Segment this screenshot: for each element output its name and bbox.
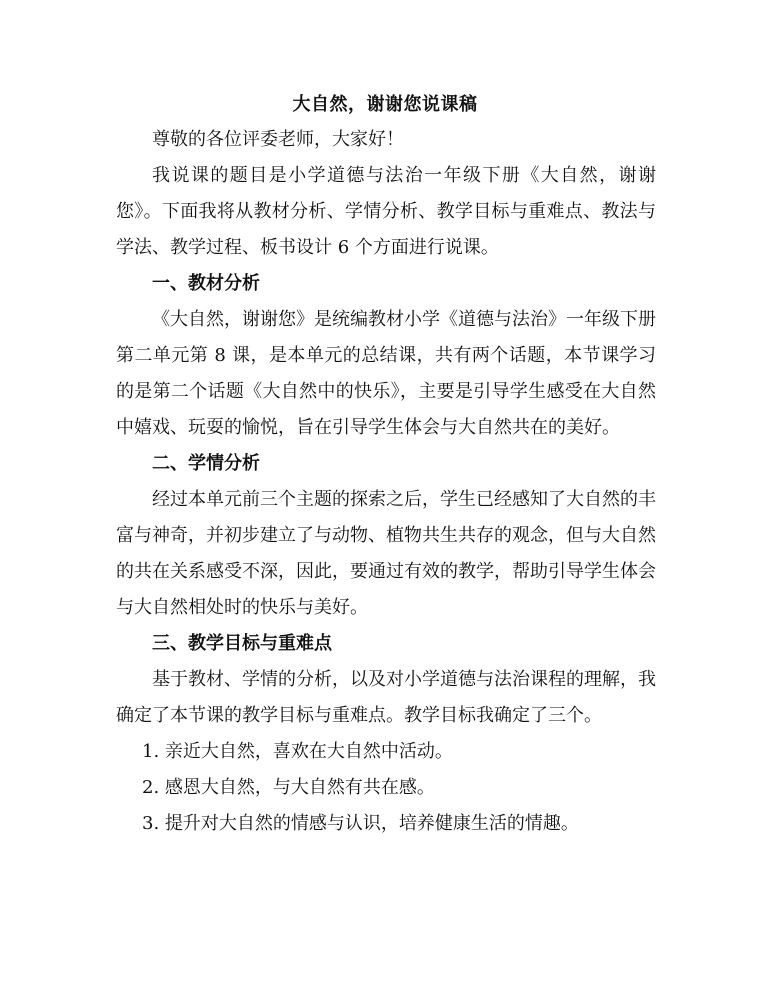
section-heading-student-analysis: 二、学情分析	[152, 453, 260, 474]
document-body	[116, 122, 656, 842]
goal-item-2: 2. 感恩大自然，与大自然有共在感。	[142, 777, 435, 798]
page-title: 大自然，谢谢您说课稿	[292, 94, 478, 115]
section-text-teaching-goals: 基于教材、学情的分析，以及对小学道德与法治课程的理解，我确定了本节课的教学目标与重难点。教学目标我确定了三个。	[116, 669, 656, 726]
goal-item-1: 1. 亲近大自然，喜欢在大自然中活动。	[142, 741, 453, 762]
goal-item-3: 3. 提升对大自然的情感与认识，培养健康生活的情趣。	[142, 813, 579, 834]
intro-paragraph: 我说课的题目是小学道德与法治一年级下册《大自然，谢谢您》。下面我将从教材分析、学情分析、教学目标与重难点、教法与学法、教学过程、板书设计 6 个方面进行说课。	[116, 165, 656, 258]
section-heading-teaching-goals: 三、教学目标与重难点	[152, 633, 332, 654]
greeting-paragraph: 尊敬的各位评委老师，大家好！	[152, 129, 404, 150]
section-heading-textbook-analysis: 一、教材分析	[152, 273, 260, 294]
section-text-student-analysis: 经过本单元前三个主题的探索之后，学生已经感知了大自然的丰富与神奇，并初步建立了与动物、植物共生共存的观念，但与大自然的共在关系感受不深，因此，要通过有效的教学，帮助引导学生体会与大自然相处时的快乐与美好。	[116, 489, 656, 618]
section-text-textbook-analysis: 《大自然，谢谢您》是统编教材小学《道德与法治》一年级下册第二单元第 8 课，是本单元的总结课，共有两个话题，本节课学习的是第二个话题《大自然中的快乐》，主要是引导学生感受在大自然中嬉戏、玩耍的愉悦，旨在引导学生体会与大自然共在的美好。	[116, 309, 656, 438]
